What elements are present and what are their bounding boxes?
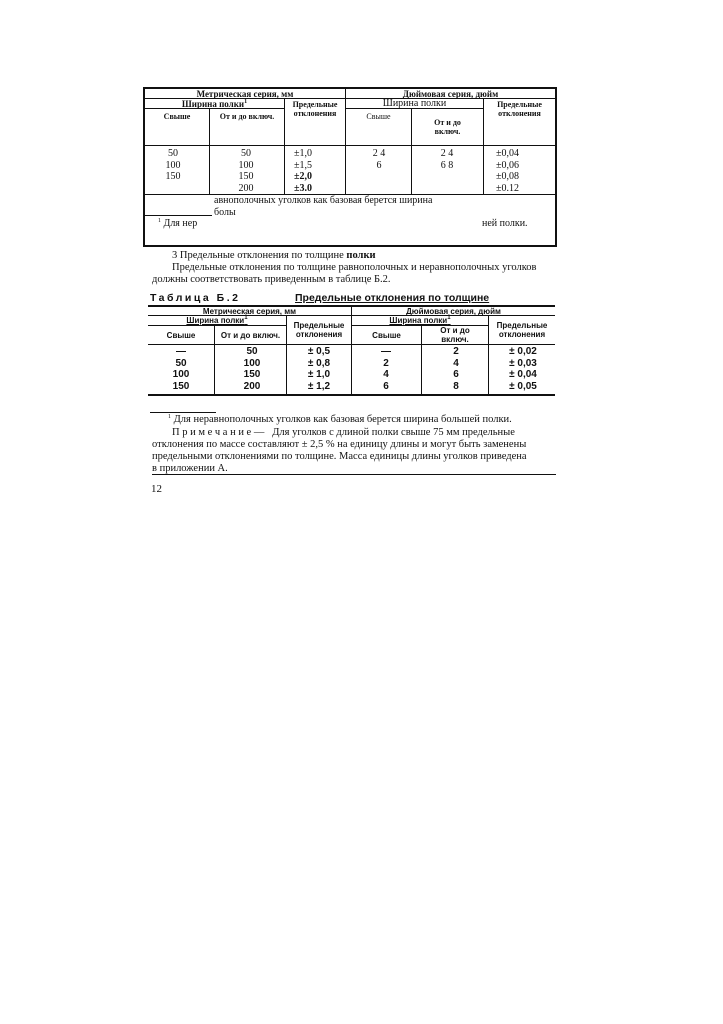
footnote: $^1$ Для неравнополочных уголков как базовая берется ширина большей полки. [168, 414, 512, 425]
table2-caption-title: Предельные отклонения по толщине [295, 292, 490, 304]
table1-note-line1: авнополочных уголков как базовая берется ширина [214, 195, 433, 206]
t2-shelf-width: Ширина полки$^1$ [186, 315, 248, 325]
inch-series-header: Дюймовая серия, дюйм [402, 89, 499, 99]
section-paragraph-line2: должны соответствовать приведенным в таблице Б.2. [152, 274, 391, 285]
col-over-inch: Свыше [366, 112, 391, 121]
t2-metric-dev-values: ± 0,5 ± 0,8 ± 1,0 ± 1,2 [307, 346, 331, 392]
table1-note-line2: болы [214, 207, 236, 218]
table1-note-line3-right: ней полки. [482, 218, 528, 229]
note-line2: отклонения по массе составляют ± 2,5 % на единицу длины и могут быть заменены [152, 439, 527, 450]
page-number: 12 [151, 483, 162, 495]
metric-series-header: Метрическая серия, мм [196, 89, 294, 99]
t2-inch-header: Дюймовая серия, дюйм [406, 307, 501, 316]
table2-caption-label: Таблица Б.2 [150, 292, 241, 304]
note-underline [152, 474, 556, 475]
t2-metric-upto-values: 50 100 150 200 [243, 346, 261, 392]
section-paragraph-line1: Предельные отклонения по толщине равнополочных и неравнополочных уголков [172, 262, 537, 273]
t2-metric-over-values: — 50 100 150 [172, 346, 190, 392]
note-line3: предельными отклонениями по толщине. Масса единицы длины уголков приведена [152, 451, 527, 462]
col-over: Свыше [163, 112, 191, 121]
limits-header-inch: Предельные отклонения [497, 100, 542, 118]
t2-col-over: Свыше [166, 331, 196, 340]
metric-over-values: 50 100 150 [165, 148, 181, 182]
section-heading: 3 Предельные отклонения по толщине полки [172, 250, 376, 261]
shelf-width-inch-header: Ширина полки [382, 98, 447, 109]
t2-metric-header: Метрическая серия, мм [202, 307, 297, 316]
note-line1: П р и м е ч а н и е — Для уголков с длиной полки свыше 75 мм предельные [172, 427, 515, 438]
table1-note-line3: $^1$ Для нер [158, 218, 198, 229]
inch-over-values: 2 4 6 [372, 148, 386, 171]
metric-dev-values: ±1,0 ±1,5 ±2,0 ±3.0 [294, 148, 312, 194]
t2-inch-dev-values: ± 0,02 ± 0,03 ± 0,04 ± 0,05 [509, 346, 537, 392]
t2-limits-header-inch: Предельные отклонения [496, 321, 548, 339]
footnote-rule [150, 412, 216, 413]
t2-col-upto: От и до включ. [220, 331, 281, 340]
shelf-width-header: Ширина полки$^1$ [181, 99, 248, 109]
limits-header: Предельные отклонения [292, 100, 338, 118]
t2-inch-upto-values: 2 4 6 8 [453, 346, 459, 392]
note-line4: в приложении А. [152, 463, 228, 474]
inch-upto-values: 2 4 6 8 [440, 148, 454, 171]
t2-limits-header: Предельные отклонения [293, 321, 345, 339]
t2-inch-over-values: — 2 4 6 [381, 346, 391, 392]
t2-col-over-inch: Свыше [372, 331, 401, 340]
inch-dev-values: ±0,04 ±0,06 ±0,08 ±0.12 [496, 148, 519, 194]
t2-col-upto-inch: От и до включ. [440, 326, 470, 344]
metric-upto-values: 50 100 150 200 [238, 148, 254, 194]
col-upto-inch: От и до включ. [434, 118, 461, 136]
col-upto: От и до включ. [219, 112, 275, 121]
t2-shelf-width-inch: Ширина полки$^1$ [389, 315, 451, 325]
